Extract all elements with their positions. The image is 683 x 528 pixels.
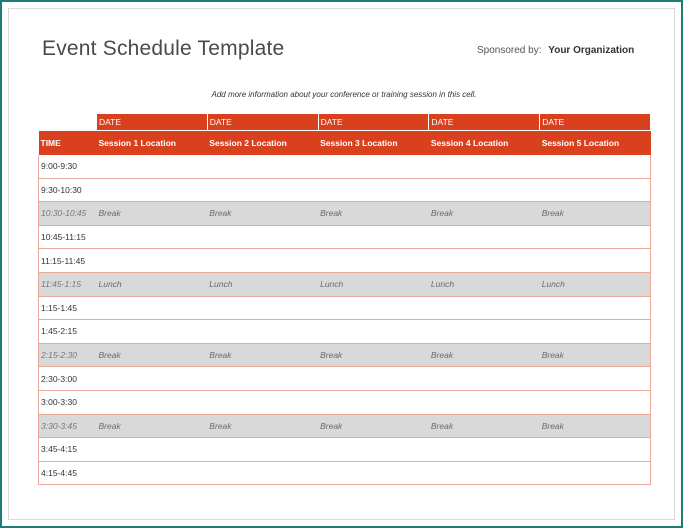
session-cell[interactable]: Lunch: [318, 272, 429, 296]
session-cell[interactable]: [97, 296, 208, 320]
session-cell[interactable]: [540, 225, 651, 249]
table-row: [39, 155, 651, 178]
session-cell[interactable]: [97, 155, 208, 178]
time-cell[interactable]: 9:00-9:30: [39, 155, 97, 178]
date-cell[interactable]: DATE: [429, 114, 540, 131]
table-row: [39, 390, 651, 414]
session-cell[interactable]: Break: [540, 202, 651, 226]
sponsor-line: [477, 45, 634, 56]
table-row: [39, 178, 651, 202]
session-cell[interactable]: [207, 249, 318, 273]
session-cell[interactable]: [318, 461, 429, 485]
date-row-blank-cell: [39, 114, 97, 131]
session-cell[interactable]: [429, 249, 540, 273]
session-cell[interactable]: [318, 155, 429, 178]
time-cell[interactable]: 10:30-10:45: [39, 202, 97, 226]
time-cell[interactable]: 1:45-2:15: [39, 320, 97, 344]
session-cell[interactable]: Break: [97, 343, 208, 367]
session-cell[interactable]: Lunch: [207, 272, 318, 296]
session-cell[interactable]: Break: [429, 414, 540, 438]
session-cell[interactable]: [429, 178, 540, 202]
session-cell[interactable]: [540, 390, 651, 414]
schedule-table: [38, 114, 651, 485]
session-cell[interactable]: Break: [540, 343, 651, 367]
session-cell[interactable]: [207, 178, 318, 202]
time-cell[interactable]: 1:15-1:45: [39, 296, 97, 320]
session-cell[interactable]: [318, 367, 429, 391]
session-cell[interactable]: [207, 296, 318, 320]
table-row: [39, 272, 651, 296]
sponsored-label: Sponsored by:: [477, 45, 542, 56]
session-cell[interactable]: Break: [318, 202, 429, 226]
session-header[interactable]: Session 4 Location: [429, 131, 540, 156]
session-cell[interactable]: [318, 438, 429, 462]
time-cell[interactable]: 2:30-3:00: [39, 367, 97, 391]
session-cell[interactable]: [97, 178, 208, 202]
session-cell[interactable]: [97, 390, 208, 414]
session-cell[interactable]: [97, 367, 208, 391]
session-cell[interactable]: Break: [207, 343, 318, 367]
time-cell[interactable]: 3:30-3:45: [39, 414, 97, 438]
session-cell[interactable]: [318, 320, 429, 344]
table-row: [39, 296, 651, 320]
session-cell[interactable]: Break: [318, 414, 429, 438]
session-header[interactable]: Session 1 Location: [97, 131, 208, 156]
session-cell[interactable]: [318, 390, 429, 414]
session-cell[interactable]: [429, 438, 540, 462]
session-cell[interactable]: [429, 296, 540, 320]
session-cell[interactable]: [429, 225, 540, 249]
session-cell[interactable]: [540, 461, 651, 485]
session-cell[interactable]: [540, 438, 651, 462]
session-cell[interactable]: [97, 438, 208, 462]
session-cell[interactable]: Break: [97, 414, 208, 438]
session-cell[interactable]: [207, 438, 318, 462]
session-cell[interactable]: [429, 390, 540, 414]
time-cell[interactable]: 4:15-4:45: [39, 461, 97, 485]
organization-name[interactable]: Your Organization: [548, 45, 635, 56]
session-cell[interactable]: [429, 155, 540, 178]
session-cell[interactable]: [540, 249, 651, 273]
date-cell[interactable]: DATE: [318, 114, 429, 131]
session-cell[interactable]: Lunch: [540, 272, 651, 296]
session-cell[interactable]: [97, 249, 208, 273]
table-row: [39, 461, 651, 485]
session-cell[interactable]: [207, 320, 318, 344]
time-cell[interactable]: 2:15-2:30: [39, 343, 97, 367]
time-header: TIME: [39, 131, 97, 156]
session-cell[interactable]: [540, 178, 651, 202]
session-cell[interactable]: [318, 225, 429, 249]
table-row: [39, 367, 651, 391]
table-row: [39, 249, 651, 273]
session-cell[interactable]: [540, 296, 651, 320]
table-row: [39, 320, 651, 344]
session-cell[interactable]: Lunch: [97, 272, 208, 296]
session-cell[interactable]: Lunch: [429, 272, 540, 296]
session-cell[interactable]: Break: [97, 202, 208, 226]
header-row: [39, 131, 651, 156]
session-cell[interactable]: Break: [318, 343, 429, 367]
table-row: [39, 202, 651, 226]
time-cell[interactable]: 11:15-11:45: [39, 249, 97, 273]
table-row: [39, 343, 651, 367]
session-header[interactable]: Session 5 Location: [540, 131, 651, 156]
table-row: [39, 438, 651, 462]
session-cell[interactable]: [97, 225, 208, 249]
session-cell[interactable]: [207, 225, 318, 249]
session-cell[interactable]: [540, 155, 651, 178]
date-cell[interactable]: DATE: [540, 114, 651, 131]
time-cell[interactable]: 11:45-1:15: [39, 272, 97, 296]
session-cell[interactable]: [97, 461, 208, 485]
session-cell[interactable]: [318, 249, 429, 273]
date-row: [39, 114, 651, 131]
session-cell[interactable]: [429, 461, 540, 485]
session-cell[interactable]: [318, 296, 429, 320]
session-cell[interactable]: [207, 367, 318, 391]
page-title: Event Schedule Template: [42, 37, 285, 60]
date-cell[interactable]: DATE: [207, 114, 318, 131]
session-cell[interactable]: Break: [540, 414, 651, 438]
session-cell[interactable]: [540, 320, 651, 344]
session-cell[interactable]: [318, 178, 429, 202]
info-text[interactable]: Add more information about your conference or training session in this cell.: [211, 90, 477, 99]
table-row: [39, 414, 651, 438]
session-cell[interactable]: Break: [429, 343, 540, 367]
session-cell[interactable]: Break: [429, 202, 540, 226]
session-cell[interactable]: Break: [207, 414, 318, 438]
session-cell[interactable]: [207, 155, 318, 178]
session-cell[interactable]: [97, 320, 208, 344]
time-cell[interactable]: 3:45-4:15: [39, 438, 97, 462]
session-cell[interactable]: [540, 367, 651, 391]
session-header[interactable]: Session 2 Location: [207, 131, 318, 156]
session-cell[interactable]: Break: [207, 202, 318, 226]
time-cell[interactable]: 10:45-11:15: [39, 225, 97, 249]
session-header[interactable]: Session 3 Location: [318, 131, 429, 156]
session-cell[interactable]: [207, 390, 318, 414]
session-cell[interactable]: [429, 367, 540, 391]
date-cell[interactable]: DATE: [97, 114, 208, 131]
time-cell[interactable]: 3:00-3:30: [39, 390, 97, 414]
table-row: [39, 225, 651, 249]
time-cell[interactable]: 9:30-10:30: [39, 178, 97, 202]
session-cell[interactable]: [429, 320, 540, 344]
session-cell[interactable]: [207, 461, 318, 485]
